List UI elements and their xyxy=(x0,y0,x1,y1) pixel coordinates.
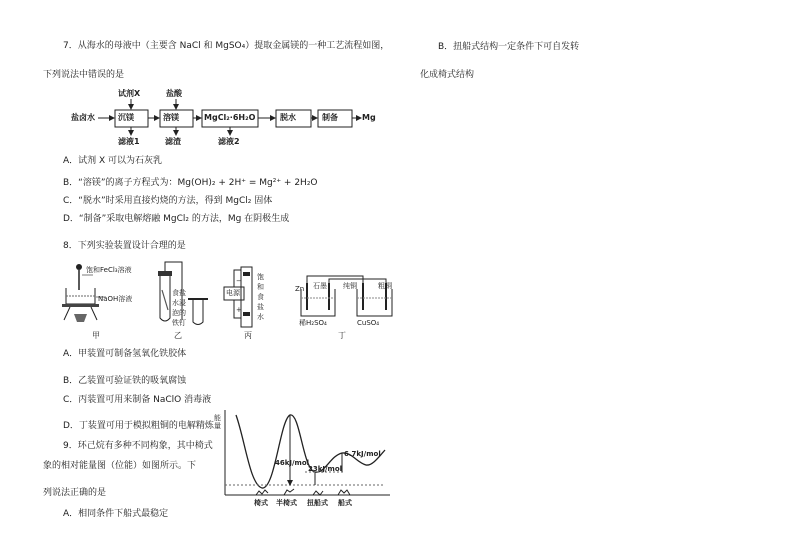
yi-label: 食盐水浸泡的铁钉 xyxy=(172,289,186,327)
ding-cuso4: CuSO₄ xyxy=(357,319,380,327)
chart-xlabel-halfchair: 半椅式 xyxy=(276,499,297,507)
q9-stem-line3: 列说法正确的是 xyxy=(43,488,107,498)
chart-e2: 23kJ/mol xyxy=(308,465,343,473)
flow-step5: 制备 xyxy=(322,113,338,122)
q7-option-d: D．“制备”采取电解熔融 MgCl₂ 的方法，Mg 在阴极生成 xyxy=(63,214,290,224)
flow-step2: 溶镁 xyxy=(163,113,179,122)
q7-option-a: A．试剂 X 可以为石灰乳 xyxy=(63,156,163,166)
chart-ylabel: 能量 xyxy=(214,414,221,430)
ding-graphite: 石墨 xyxy=(313,282,327,290)
q8-option-a: A．甲装置可制备氢氧化铁胶体 xyxy=(63,349,187,359)
caption-bing: 丙 xyxy=(244,331,252,340)
flow-step4: 脱水 xyxy=(280,113,296,122)
flow-step3: MgCl₂·6H₂O xyxy=(204,113,256,122)
svg-text:+: + xyxy=(236,306,242,314)
q8-option-b: B．乙装置可验证铁的吸氧腐蚀 xyxy=(63,376,187,386)
ding-crude-cu: 粗铜 xyxy=(378,282,392,290)
q7-option-b: B．“溶镁”的离子方程式为：Mg(OH)₂ + 2H⁺ = Mg²⁺ + 2H₂O xyxy=(63,178,318,188)
bing-power: 电源 xyxy=(226,289,240,297)
q7-option-c: C．“脱水”时采用直接灼烧的方法，得到 MgCl₂ 固体 xyxy=(63,196,273,206)
ding-pure-cu: 纯铜 xyxy=(343,282,357,290)
q8-stem: 8．下列实验装置设计合理的是 xyxy=(63,241,186,251)
chart-xlabel-twistboat: 扭船式 xyxy=(307,499,328,507)
q8-option-c: C．丙装置可用来制备 NaClO 消毒液 xyxy=(63,395,212,405)
flow-residue: 滤渣 xyxy=(165,137,181,146)
q9-option-b-line2: 化成椅式结构 xyxy=(420,70,475,80)
bing-label: 饱和食盐水 xyxy=(257,273,264,321)
chart-xlabel-chair: 椅式 xyxy=(254,499,268,507)
caption-yi: 乙 xyxy=(174,331,182,340)
chart-e3: 6.7kJ/mol xyxy=(344,450,381,458)
flow-hcl: 盐酸 xyxy=(166,89,182,98)
ding-acid: 稀H₂SO₄ xyxy=(299,319,327,327)
flow-reagent-x: 试剂X xyxy=(118,89,141,98)
jia-label1: 饱和FeCl₃溶液 xyxy=(86,266,132,274)
q7-stem-line1: 7．从海水的母液中（主要含 NaCl 和 MgSO₄）提取金属镁的一种工艺流程如图， xyxy=(63,41,390,51)
flow-product: Mg xyxy=(362,113,376,122)
flow-filtrate1: 滤液1 xyxy=(118,137,140,146)
flow-filtrate2: 滤液2 xyxy=(218,137,240,146)
q9-option-a: A．相同条件下船式最稳定 xyxy=(63,509,169,519)
chart-xlabel-boat: 船式 xyxy=(338,499,352,507)
flow-start: 盐卤水 xyxy=(71,113,95,122)
q9-stem-line1: 9．环己烷有多种不同构象，其中椅式 xyxy=(63,441,213,451)
q9-option-b-line1: B．扭船式结构一定条件下可自发转 xyxy=(438,42,580,52)
q8-option-d: D．丁装置可用于模拟粗铜的电解精炼 xyxy=(63,421,214,431)
chart-e1: 46kJ/mol xyxy=(275,459,310,467)
caption-ding: 丁 xyxy=(338,331,346,340)
svg-text:−: − xyxy=(236,277,242,285)
flow-step1: 沉镁 xyxy=(118,113,134,122)
caption-jia: 甲 xyxy=(92,331,100,340)
jia-label2: NaOH溶液 xyxy=(98,295,133,303)
q7-stem-line2: 下列说法中错误的是 xyxy=(43,70,125,80)
ding-zn: Zn xyxy=(295,285,305,293)
q9-stem-line2: 象的相对能量图（位能）如图所示。下 xyxy=(43,461,197,471)
